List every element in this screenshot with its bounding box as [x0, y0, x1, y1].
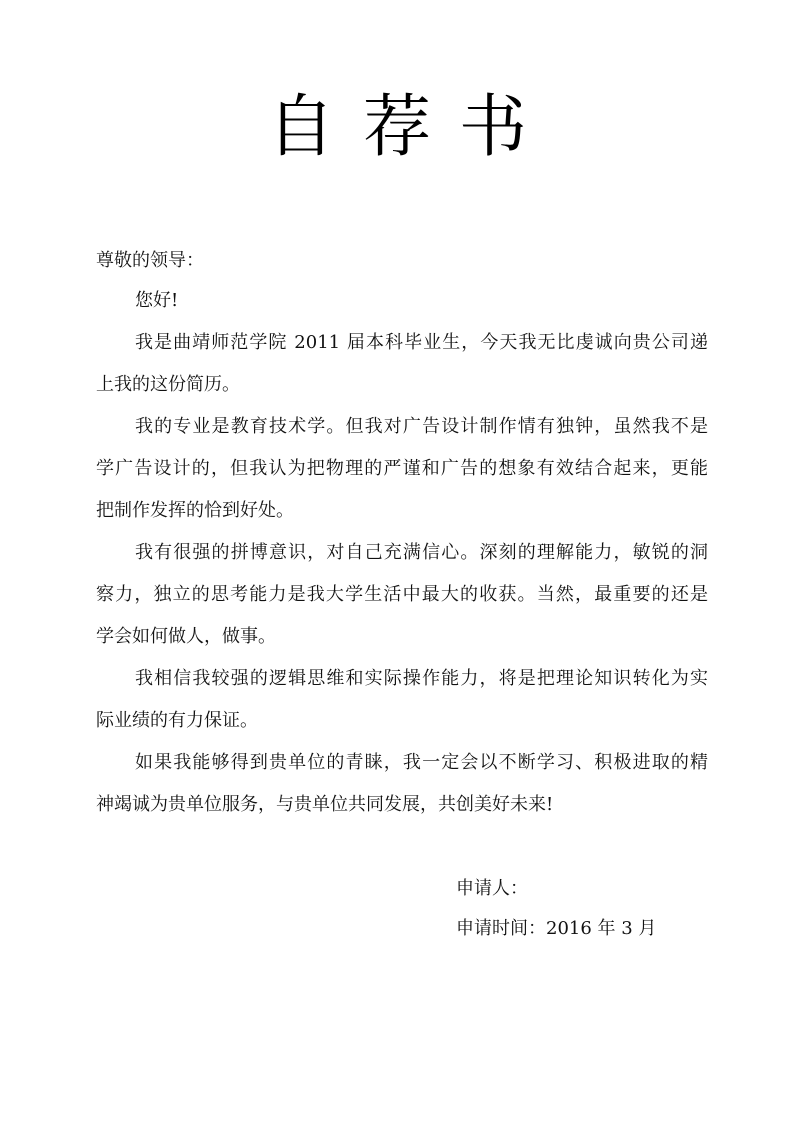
document-title: 自荐书: [266, 88, 555, 167]
paragraph-3-line-3: 学会如何做人，做事。: [96, 626, 276, 647]
application-date: 申请时间：2016 年 3 月: [456, 918, 657, 939]
paragraph-2-line-2: 学广告设计的，但我认为把物理的严谨和广告的想象有效结合起来，更能: [96, 458, 708, 479]
greeting: 您好!: [135, 290, 179, 311]
paragraph-3-line-1: 我有很强的拼博意识，对自己充满信心。深刻的理解能力，敏锐的洞: [135, 542, 708, 563]
paragraph-1-line-1: 我是曲靖师范学院 2011 届本科毕业生，今天我无比虔诚向贵公司递: [135, 332, 708, 353]
paragraph-5-line-1: 如果我能够得到贵单位的青睐，我一定会以不断学习、积极进取的精: [135, 752, 708, 773]
paragraph-4-line-2: 际业绩的有力保证。: [96, 710, 258, 731]
paragraph-2-line-3: 把制作发挥的恰到好处。: [96, 500, 294, 521]
paragraph-5-line-2: 神竭诚为贵单位服务，与贵单位共同发展，共创美好未来!: [96, 794, 554, 815]
paragraph-1-line-2: 上我的这份简历。: [96, 374, 240, 395]
applicant-label: 申请人：: [456, 878, 528, 899]
paragraph-2-line-1: 我的专业是教育技术学。但我对广告设计制作情有独钟，虽然我不是: [135, 416, 708, 437]
salutation: 尊敬的领导：: [96, 250, 204, 271]
paragraph-3-line-2: 察力，独立的思考能力是我大学生活中最大的收获。当然，最重要的还是: [96, 584, 708, 605]
paragraph-4-line-1: 我相信我较强的逻辑思维和实际操作能力，将是把理论知识转化为实: [135, 668, 708, 689]
